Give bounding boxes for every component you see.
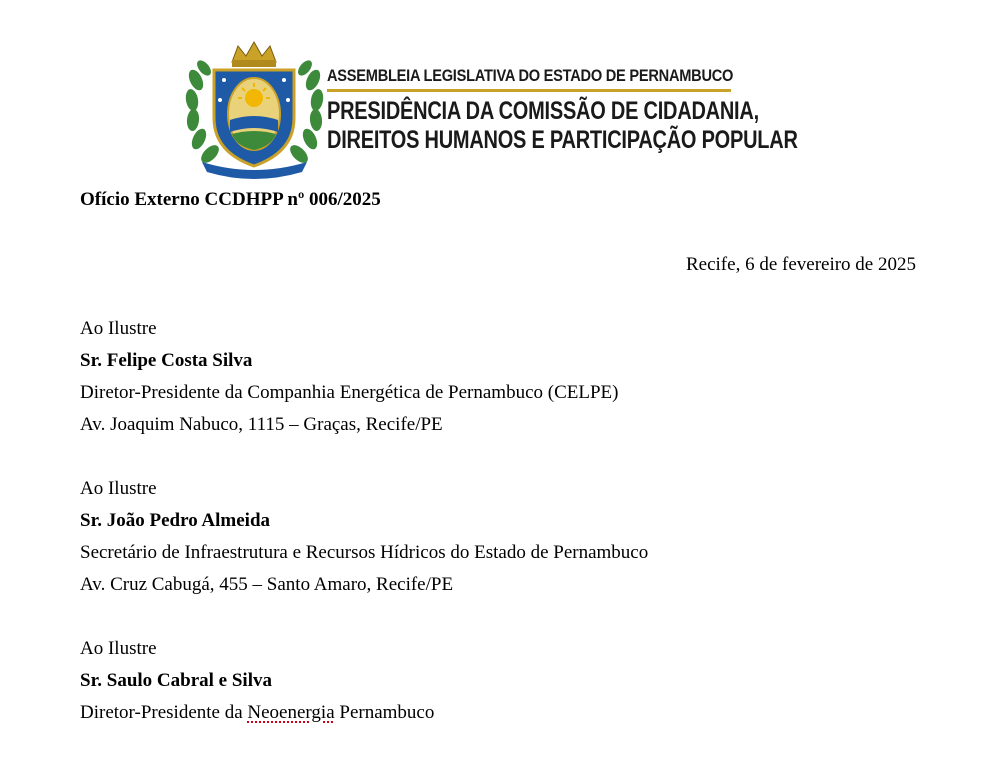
letterhead bbox=[182, 40, 822, 180]
committee-name-line-2: DIREITOS HUMANOS E PARTICIPAÇÃO POPULAR bbox=[327, 126, 798, 154]
recipient-3-title bbox=[80, 701, 434, 725]
recipient-2-name: Sr. João Pedro Almeida bbox=[80, 510, 271, 531]
recipient-3-title-suffix: Pernambuco bbox=[334, 702, 435, 723]
recipient-3-name: Sr. Saulo Cabral e Silva bbox=[80, 670, 272, 691]
recipient-1-name: Sr. Felipe Costa Silva bbox=[80, 350, 253, 371]
recipient-1-address: Av. Joaquim Nabuco, 1115 – Graças, Recife/PE bbox=[80, 414, 443, 435]
recipient-3-salutation: Ao Ilustre bbox=[80, 638, 157, 659]
recipient-1-salutation: Ao Ilustre bbox=[80, 318, 157, 339]
recipient-2-address: Av. Cruz Cabugá, 455 – Santo Amaro, Recife/PE bbox=[80, 574, 454, 595]
committee-name-line-1: PRESIDÊNCIA DA COMISSÃO DE CIDADANIA, bbox=[327, 97, 759, 125]
spellcheck-flagged-word[interactable]: Neoenergia bbox=[247, 702, 335, 723]
recipient-3-title-prefix: Diretor-Presidente da bbox=[80, 702, 248, 723]
recipient-2-salutation: Ao Ilustre bbox=[80, 478, 157, 499]
coat-of-arms-icon bbox=[182, 40, 327, 180]
assembly-name: ASSEMBLEIA LEGISLATIVA DO ESTADO DE PERNAMBUCO bbox=[327, 66, 734, 85]
document-reference: Ofício Externo CCDHPP nº 006/2025 bbox=[80, 189, 381, 210]
place-date: Recife, 6 de fevereiro de 2025 bbox=[685, 254, 916, 275]
recipient-2-title: Secretário de Infraestrutura e Recursos Hídricos do Estado de Pernambuco bbox=[80, 542, 649, 563]
recipient-1-title: Diretor-Presidente da Companhia Energética de Pernambuco (CELPE) bbox=[80, 382, 619, 403]
letterhead-text bbox=[327, 66, 827, 155]
letterhead-divider bbox=[327, 89, 731, 92]
